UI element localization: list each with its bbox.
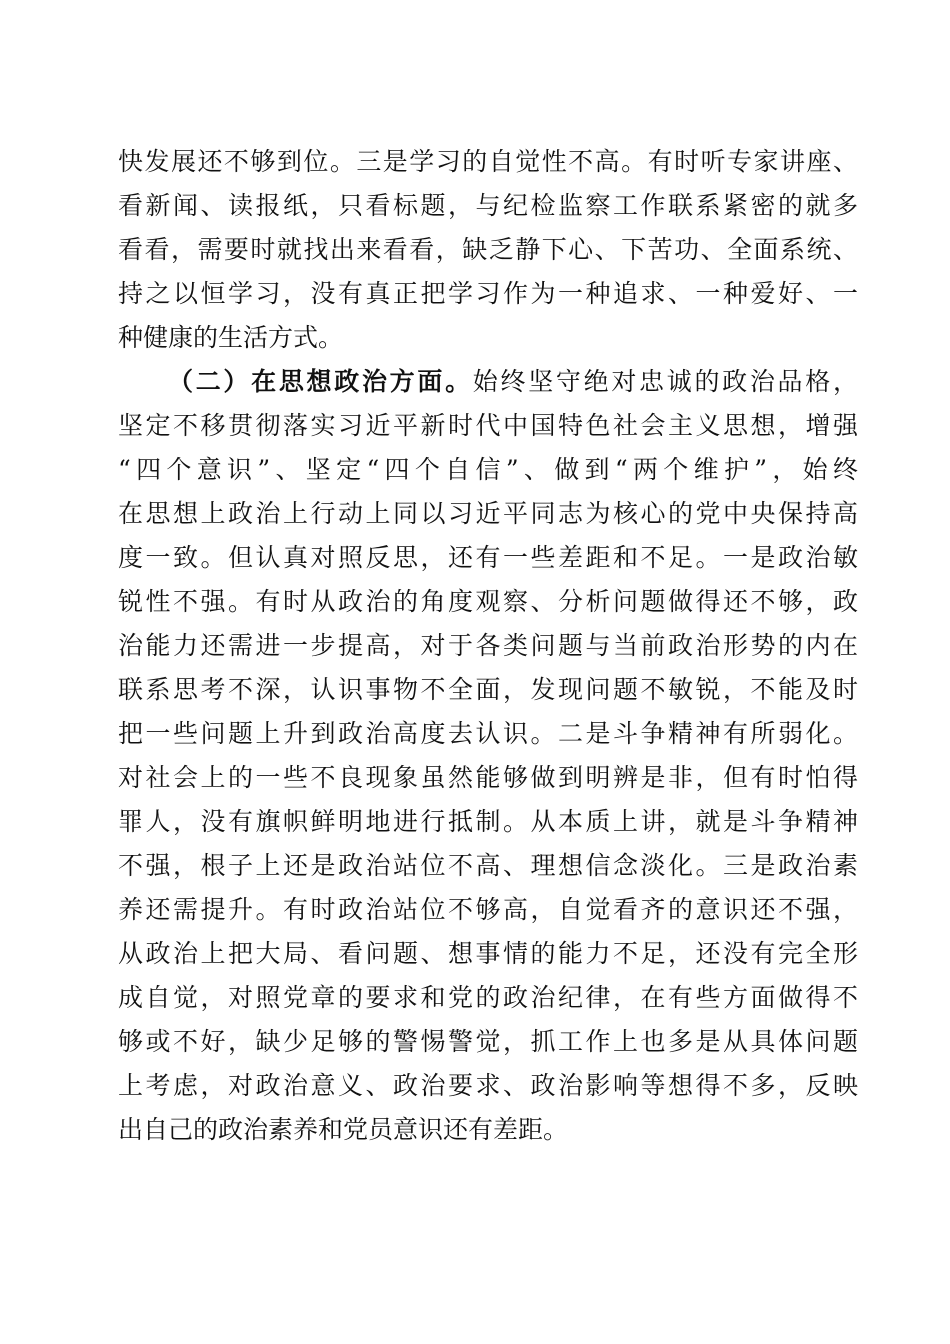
paragraph-learning-continued <box>118 140 858 360</box>
document-body <box>118 140 858 1152</box>
text-line: 上考虑，对政治意义、政治要求、政治影响等想得不多，反映 <box>118 1071 858 1100</box>
text-line: 快发展还不够到位。三是学习的自觉性不高。有时听专家讲座、 <box>118 147 858 176</box>
text-line: 够或不好，缺少足够的警惕警觉，抓工作上也多是从具体问题 <box>118 1027 858 1056</box>
text-line: “四个意识”、坚定“四个自信”、做到“两个维护”，始终 <box>118 455 858 484</box>
text-run: 始终坚守绝对忠诚的政治品格， <box>472 367 858 396</box>
text-line: 治能力还需进一步提高，对于各类问题与当前政治形势的内在 <box>118 631 858 660</box>
text-line: 罪人，没有旗帜鲜明地进行抵制。从本质上讲，就是斗争精神 <box>118 807 858 836</box>
text-line: 种健康的生活方式。 <box>118 323 344 352</box>
text-line: 不强，根子上还是政治站位不高、理想信念淡化。三是政治素 <box>118 851 858 880</box>
text-line: 锐性不强。有时从政治的角度观察、分析问题做得还不够，政 <box>118 587 858 616</box>
text-line: 把一些问题上升到政治高度去认识。二是斗争精神有所弱化。 <box>118 719 858 748</box>
text-line: 联系思考不深，认识事物不全面，发现问题不敏锐，不能及时 <box>118 675 858 704</box>
text-line: 在思想上政治上行动上同以习近平同志为核心的党中央保持高 <box>118 499 858 528</box>
paragraph-political-thought <box>118 360 858 1152</box>
text-line: 成自觉，对照党章的要求和党的政治纪律，在有些方面做得不 <box>118 983 858 1012</box>
text-line: 从政治上把大局、看问题、想事情的能力不足，还没有完全形 <box>118 939 858 968</box>
paragraph-first-line <box>118 360 858 404</box>
text-line: 对社会上的一些不良现象虽然能够做到明辨是非，但有时怕得 <box>118 763 858 792</box>
text-line: 持之以恒学习，没有真正把学习作为一种追求、一种爱好、一 <box>118 279 858 308</box>
text-line: 坚定不移贯彻落实习近平新时代中国特色社会主义思想，增强 <box>118 411 858 440</box>
text-line: 看新闻、读报纸，只看标题，与纪检监察工作联系紧密的就多 <box>118 191 858 220</box>
text-line: 出自己的政治素养和党员意识还有差距。 <box>118 1115 569 1144</box>
text-line: 养还需提升。有时政治站位不够高，自觉看齐的意识还不强， <box>118 895 858 924</box>
text-line: 度一致。但认真对照反思，还有一些差距和不足。一是政治敏 <box>118 543 858 572</box>
section-heading: （二）在思想政治方面。 <box>168 367 473 396</box>
text-line: 看看，需要时就找出来看看，缺乏静下心、下苦功、全面系统、 <box>118 235 858 264</box>
